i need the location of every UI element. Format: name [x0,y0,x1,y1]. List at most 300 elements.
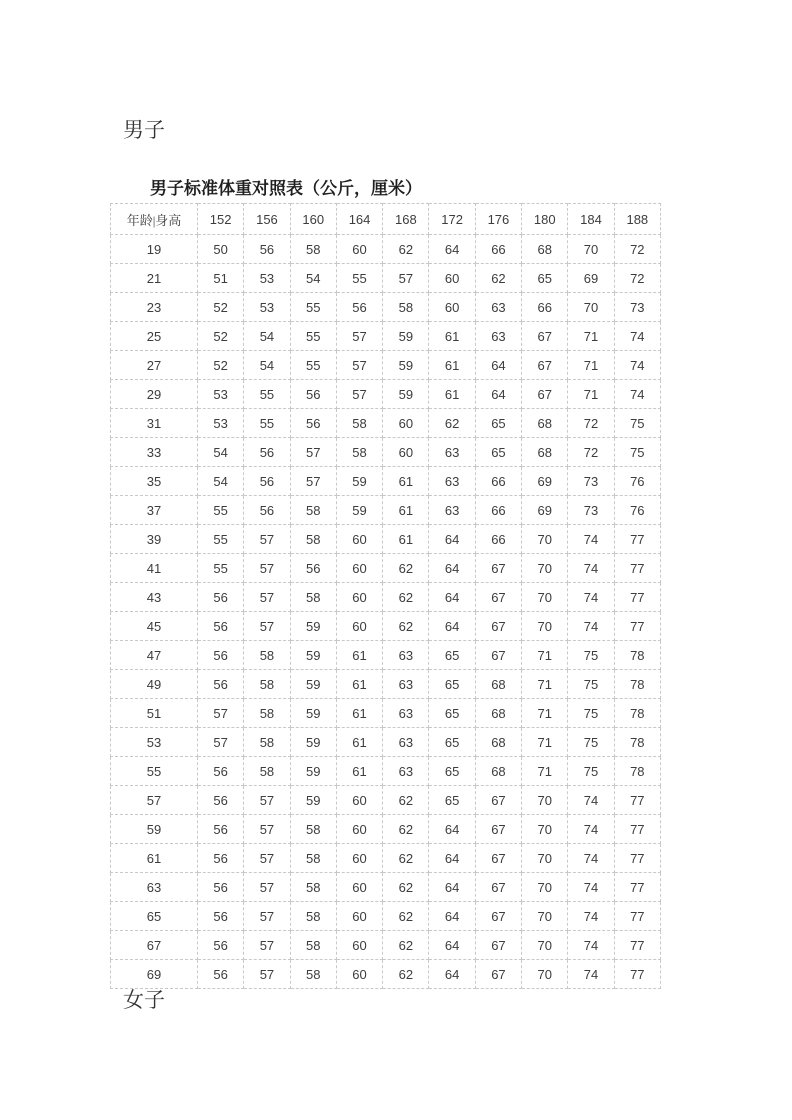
age-cell: 21 [111,264,198,293]
table-row-age-23 [111,293,661,322]
weight-cell: 74 [568,525,614,554]
weight-cell: 68 [475,757,521,786]
table-row-age-49 [111,670,661,699]
weight-cell: 61 [383,525,429,554]
weight-cell: 63 [475,293,521,322]
weight-cell: 58 [290,960,336,989]
col-header-height-188: 188 [614,204,660,235]
weight-cell: 50 [198,235,244,264]
weight-cell: 71 [522,670,568,699]
weight-cell: 74 [568,931,614,960]
age-cell: 43 [111,583,198,612]
weight-cell: 60 [336,525,382,554]
weight-cell: 56 [198,873,244,902]
table-row-age-69 [111,960,661,989]
weight-cell: 72 [568,409,614,438]
weight-cell: 57 [244,525,290,554]
weight-cell: 60 [336,815,382,844]
weight-cell: 72 [568,438,614,467]
weight-cell: 77 [614,525,660,554]
weight-cell: 68 [522,438,568,467]
table-row-age-25 [111,322,661,351]
weight-cell: 77 [614,583,660,612]
weight-cell: 56 [198,931,244,960]
col-header-height-172: 172 [429,204,475,235]
weight-cell: 62 [383,960,429,989]
weight-cell: 66 [475,235,521,264]
table-row-age-29 [111,380,661,409]
weight-cell: 61 [336,699,382,728]
weight-cell: 64 [429,583,475,612]
weight-cell: 54 [244,351,290,380]
weight-cell: 62 [383,902,429,931]
weight-cell: 62 [383,612,429,641]
table-row-age-41 [111,554,661,583]
weight-cell: 56 [198,641,244,670]
age-cell: 27 [111,351,198,380]
weight-cell: 67 [522,322,568,351]
weight-cell: 59 [290,728,336,757]
weight-cell: 66 [475,525,521,554]
weight-cell: 77 [614,786,660,815]
weight-cell: 77 [614,844,660,873]
age-cell: 65 [111,902,198,931]
weight-cell: 70 [522,612,568,641]
weight-cell: 60 [336,902,382,931]
weight-cell: 57 [290,467,336,496]
weight-cell: 71 [568,380,614,409]
weight-cell: 61 [336,641,382,670]
weight-cell: 69 [568,264,614,293]
section-heading-male: 男子 [123,119,165,142]
weight-cell: 65 [475,409,521,438]
weight-cell: 68 [522,235,568,264]
weight-cell: 60 [336,235,382,264]
weight-cell: 74 [614,351,660,380]
weight-cell: 73 [568,496,614,525]
weight-cell: 69 [522,467,568,496]
table-row-age-21 [111,264,661,293]
weight-cell: 67 [522,380,568,409]
weight-cell: 74 [614,380,660,409]
weight-cell: 57 [244,583,290,612]
weight-cell: 60 [336,960,382,989]
weight-cell: 59 [336,496,382,525]
weight-cell: 55 [198,525,244,554]
age-cell: 61 [111,844,198,873]
weight-cell: 55 [198,554,244,583]
weight-cell: 57 [244,815,290,844]
weight-cell: 56 [290,409,336,438]
col-header-height-164: 164 [336,204,382,235]
weight-cell: 58 [290,235,336,264]
weight-cell: 56 [244,496,290,525]
table-row-age-47 [111,641,661,670]
weight-cell: 58 [244,757,290,786]
weight-cell: 56 [244,235,290,264]
weight-cell: 62 [475,264,521,293]
weight-cell: 66 [475,467,521,496]
age-cell: 29 [111,380,198,409]
weight-cell: 72 [614,235,660,264]
weight-cell: 67 [475,554,521,583]
weight-cell: 55 [336,264,382,293]
weight-cell: 68 [522,409,568,438]
weight-cell: 56 [198,670,244,699]
weight-cell: 60 [336,844,382,873]
weight-cell: 59 [290,612,336,641]
weight-cell: 66 [475,496,521,525]
weight-cell: 77 [614,902,660,931]
weight-cell: 74 [568,873,614,902]
weight-cell: 77 [614,960,660,989]
table-row-age-27 [111,351,661,380]
weight-cell: 70 [522,786,568,815]
weight-cell: 53 [244,293,290,322]
weight-cell: 57 [244,873,290,902]
weight-cell: 74 [568,583,614,612]
weight-cell: 65 [429,757,475,786]
weight-cell: 57 [244,902,290,931]
weight-cell: 58 [383,293,429,322]
weight-cell: 56 [198,757,244,786]
weight-cell: 61 [336,728,382,757]
weight-cell: 77 [614,554,660,583]
weight-cell: 65 [429,670,475,699]
weight-cell: 63 [429,496,475,525]
weight-cell: 67 [475,960,521,989]
weight-cell: 60 [336,873,382,902]
weight-cell: 53 [198,380,244,409]
weight-cell: 58 [244,641,290,670]
weight-cell: 64 [429,873,475,902]
weight-cell: 67 [475,641,521,670]
age-cell: 53 [111,728,198,757]
weight-cell: 71 [568,322,614,351]
age-cell: 51 [111,699,198,728]
weight-cell: 75 [568,641,614,670]
weight-cell: 56 [198,612,244,641]
weight-cell: 61 [429,322,475,351]
section-heading-female: 女子 [123,989,165,1012]
weight-cell: 57 [244,612,290,641]
weight-cell: 56 [198,960,244,989]
weight-cell: 56 [198,815,244,844]
weight-cell: 75 [568,699,614,728]
weight-cell: 69 [522,496,568,525]
table-row-age-39 [111,525,661,554]
age-cell: 33 [111,438,198,467]
weight-cell: 56 [198,902,244,931]
weight-cell: 53 [198,409,244,438]
age-cell: 59 [111,815,198,844]
weight-cell: 67 [475,583,521,612]
weight-cell: 70 [522,525,568,554]
weight-cell: 58 [290,902,336,931]
weight-cell: 61 [429,351,475,380]
weight-cell: 63 [383,699,429,728]
weight-cell: 64 [429,844,475,873]
weight-cell: 74 [568,815,614,844]
weight-cell: 77 [614,612,660,641]
age-cell: 49 [111,670,198,699]
weight-cell: 74 [568,844,614,873]
col-header-height-160: 160 [290,204,336,235]
table-row-age-65 [111,902,661,931]
table-row-age-35 [111,467,661,496]
weight-cell: 74 [568,902,614,931]
weight-cell: 56 [290,380,336,409]
col-header-height-156: 156 [244,204,290,235]
weight-cell: 58 [290,583,336,612]
weight-cell: 70 [568,235,614,264]
weight-cell: 61 [336,757,382,786]
weight-cell: 65 [429,728,475,757]
weight-cell: 57 [198,699,244,728]
weight-cell: 56 [244,438,290,467]
weight-cell: 67 [475,873,521,902]
weight-cell: 64 [429,960,475,989]
weight-cell: 57 [336,380,382,409]
weight-table [110,203,661,989]
table-header-row [111,204,661,235]
table-row-age-31 [111,409,661,438]
weight-cell: 60 [336,612,382,641]
weight-cell: 75 [568,757,614,786]
weight-cell: 51 [198,264,244,293]
weight-cell: 59 [383,322,429,351]
weight-cell: 57 [383,264,429,293]
weight-cell: 61 [383,467,429,496]
weight-cell: 70 [522,902,568,931]
weight-cell: 58 [290,844,336,873]
table-title: 男子标准体重对照表（公斤，厘米） [150,179,422,198]
weight-cell: 58 [244,699,290,728]
weight-cell: 68 [475,670,521,699]
weight-cell: 78 [614,641,660,670]
col-header-height-176: 176 [475,204,521,235]
weight-cell: 67 [522,351,568,380]
weight-cell: 57 [244,786,290,815]
weight-cell: 59 [383,380,429,409]
weight-cell: 68 [475,699,521,728]
weight-cell: 70 [522,554,568,583]
weight-cell: 54 [290,264,336,293]
weight-cell: 63 [383,728,429,757]
weight-cell: 78 [614,699,660,728]
weight-cell: 62 [383,873,429,902]
age-cell: 23 [111,293,198,322]
col-header-height-168: 168 [383,204,429,235]
age-cell: 69 [111,960,198,989]
weight-cell: 60 [429,264,475,293]
weight-cell: 76 [614,467,660,496]
col-header-age-height: 年龄|身高 [111,204,198,235]
age-cell: 35 [111,467,198,496]
weight-cell: 55 [244,409,290,438]
weight-cell: 71 [522,699,568,728]
weight-cell: 74 [568,786,614,815]
weight-cell: 63 [429,467,475,496]
weight-cell: 55 [290,351,336,380]
weight-cell: 58 [244,728,290,757]
weight-cell: 56 [198,844,244,873]
weight-cell: 54 [244,322,290,351]
weight-cell: 65 [475,438,521,467]
weight-cell: 63 [475,322,521,351]
age-cell: 67 [111,931,198,960]
weight-cell: 60 [336,583,382,612]
weight-cell: 55 [198,496,244,525]
weight-cell: 75 [614,438,660,467]
table-row-age-51 [111,699,661,728]
weight-cell: 70 [522,960,568,989]
weight-cell: 71 [568,351,614,380]
table-row-age-33 [111,438,661,467]
col-header-height-152: 152 [198,204,244,235]
weight-cell: 62 [429,409,475,438]
weight-cell: 76 [614,496,660,525]
weight-cell: 74 [568,960,614,989]
weight-cell: 64 [429,612,475,641]
weight-cell: 62 [383,844,429,873]
weight-cell: 59 [290,641,336,670]
weight-cell: 56 [198,583,244,612]
weight-cell: 75 [568,670,614,699]
weight-cell: 52 [198,322,244,351]
weight-cell: 57 [198,728,244,757]
weight-cell: 64 [429,235,475,264]
weight-cell: 70 [522,844,568,873]
weight-cell: 74 [614,322,660,351]
table-row-age-45 [111,612,661,641]
weight-cell: 56 [336,293,382,322]
weight-cell: 73 [568,467,614,496]
age-cell: 39 [111,525,198,554]
weight-cell: 75 [568,728,614,757]
weight-cell: 59 [290,699,336,728]
weight-cell: 62 [383,786,429,815]
weight-cell: 62 [383,554,429,583]
weight-cell: 58 [290,931,336,960]
weight-cell: 78 [614,670,660,699]
age-cell: 37 [111,496,198,525]
col-header-height-180: 180 [522,204,568,235]
age-cell: 47 [111,641,198,670]
weight-cell: 62 [383,583,429,612]
weight-cell: 58 [290,815,336,844]
weight-cell: 70 [522,815,568,844]
weight-cell: 55 [290,322,336,351]
table-row-age-37 [111,496,661,525]
weight-cell: 59 [383,351,429,380]
weight-cell: 57 [244,931,290,960]
weight-cell: 61 [429,380,475,409]
weight-cell: 59 [290,670,336,699]
weight-cell: 57 [244,844,290,873]
weight-cell: 71 [522,757,568,786]
weight-cell: 62 [383,815,429,844]
table-row-age-59 [111,815,661,844]
weight-cell: 64 [429,554,475,583]
weight-cell: 77 [614,815,660,844]
age-cell: 25 [111,322,198,351]
weight-cell: 77 [614,931,660,960]
weight-cell: 67 [475,815,521,844]
weight-cell: 67 [475,786,521,815]
weight-cell: 66 [522,293,568,322]
weight-cell: 54 [198,467,244,496]
weight-cell: 54 [198,438,244,467]
weight-cell: 58 [336,409,382,438]
weight-cell: 59 [336,467,382,496]
weight-cell: 74 [568,554,614,583]
weight-cell: 57 [290,438,336,467]
weight-cell: 57 [244,960,290,989]
weight-cell: 56 [290,554,336,583]
weight-cell: 60 [336,554,382,583]
weight-cell: 53 [244,264,290,293]
weight-cell: 65 [429,786,475,815]
weight-cell: 77 [614,873,660,902]
weight-cell: 75 [614,409,660,438]
weight-cell: 67 [475,902,521,931]
table-row-age-61 [111,844,661,873]
weight-cell: 58 [244,670,290,699]
weight-cell: 71 [522,728,568,757]
weight-cell: 60 [336,786,382,815]
table-row-age-55 [111,757,661,786]
age-cell: 19 [111,235,198,264]
age-cell: 45 [111,612,198,641]
weight-cell: 64 [429,902,475,931]
weight-cell: 56 [244,467,290,496]
weight-cell: 57 [336,351,382,380]
weight-cell: 56 [198,786,244,815]
weight-cell: 62 [383,235,429,264]
weight-cell: 63 [383,641,429,670]
table-row-age-53 [111,728,661,757]
weight-cell: 64 [429,525,475,554]
weight-cell: 57 [336,322,382,351]
weight-cell: 61 [383,496,429,525]
weight-cell: 70 [522,931,568,960]
weight-cell: 65 [429,699,475,728]
weight-cell: 68 [475,728,521,757]
weight-cell: 70 [522,583,568,612]
weight-cell: 60 [429,293,475,322]
weight-cell: 74 [568,612,614,641]
weight-cell: 58 [336,438,382,467]
weight-cell: 59 [290,786,336,815]
age-cell: 41 [111,554,198,583]
weight-cell: 55 [290,293,336,322]
weight-cell: 52 [198,351,244,380]
weight-cell: 64 [475,351,521,380]
weight-cell: 58 [290,873,336,902]
weight-cell: 67 [475,844,521,873]
weight-cell: 61 [336,670,382,699]
weight-cell: 52 [198,293,244,322]
weight-cell: 64 [429,815,475,844]
weight-cell: 65 [429,641,475,670]
weight-cell: 72 [614,264,660,293]
table-row-age-67 [111,931,661,960]
weight-cell: 62 [383,931,429,960]
age-cell: 63 [111,873,198,902]
weight-cell: 65 [522,264,568,293]
weight-cell: 67 [475,612,521,641]
